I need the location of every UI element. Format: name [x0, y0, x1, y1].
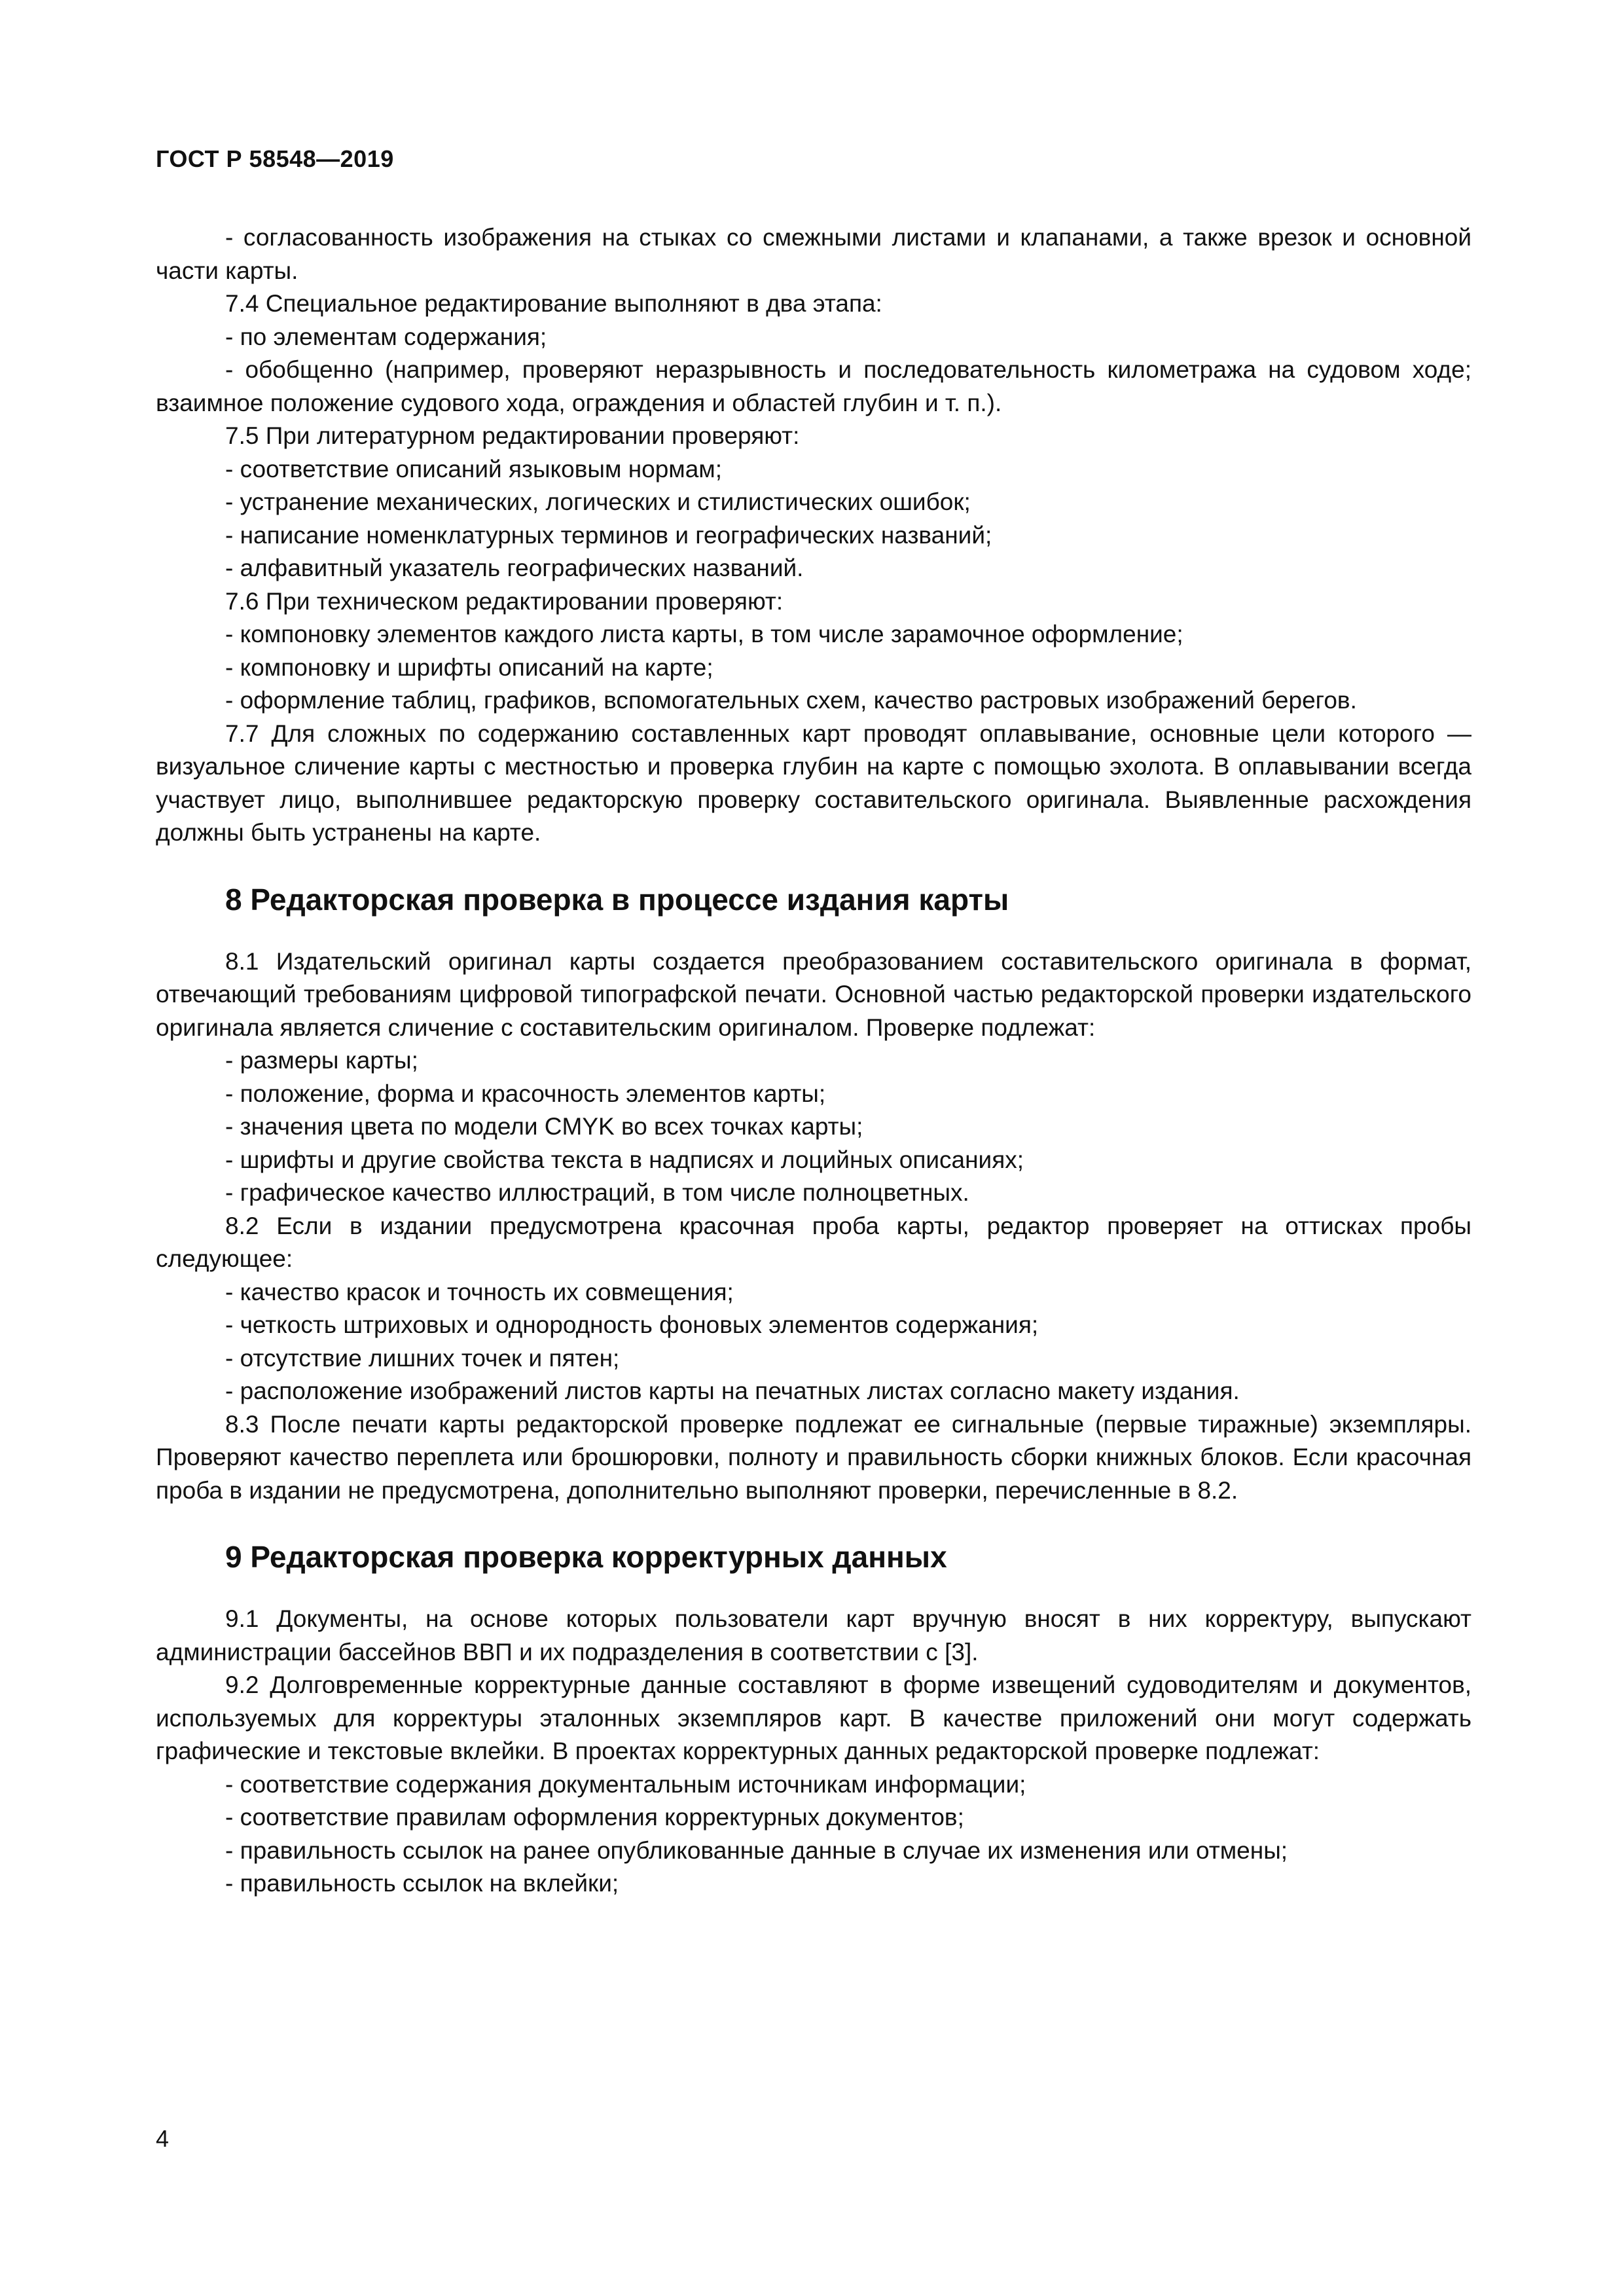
list-item: - по элементам содержания;: [225, 323, 547, 350]
list-item: - обобщенно (например, проверяют неразрывность и последовательность километража на судовом ходе; взаимное положение судового хода, ограждения и областей глубин и т. п.).: [156, 356, 1471, 416]
list-item: - качество красок и точность их совмещения;: [225, 1278, 734, 1305]
paragraph-9-1: 9.1 Документы, на основе которых пользователи карт вручную вносят в них корректуру, выпускают администрации бассейнов ВВП и их подразделения в соответствии с [3].: [156, 1605, 1471, 1666]
list-item: - расположение изображений листов карты на печатных листах согласно макету издания.: [225, 1377, 1240, 1404]
list-item: - четкость штриховых и однородность фоновых элементов содержания;: [225, 1311, 1039, 1338]
list-item: - написание номенклатурных терминов и географических названий;: [225, 521, 992, 549]
paragraph-8-2: 8.2 Если в издании предусмотрена красочная проба карты, редактор проверяет на оттисках пробы следующее:: [156, 1212, 1471, 1272]
paragraph-7-5: 7.5 При литературном редактировании проверяют:: [225, 422, 800, 449]
list-item: - соответствие описаний языковым нормам;: [225, 455, 723, 483]
paragraph-9-2: 9.2 Долговременные корректурные данные составляют в форме извещений судоводителям и документов, используемых для корректуры эталонных экземпляров карт. В качестве приложений они могут содержать графические и текстовые вклейки. В проектах корректурных данных редакторской проверке подлежат:: [156, 1671, 1471, 1764]
document-header: ГОСТ Р 58548—2019: [156, 145, 394, 172]
list-item: - согласованность изображения на стыках со смежными листами и клапанами, а также врезок и основной части карты.: [156, 224, 1471, 284]
list-item: - отсутствие лишних точек и пятен;: [225, 1344, 620, 1372]
list-item: - алфавитный указатель географических названий.: [225, 555, 804, 581]
section-9-title: 9 Редакторская проверка корректурных данных: [225, 1540, 947, 1574]
list-item: - соответствие правилам оформления корректурных документов;: [225, 1804, 964, 1831]
list-item: - оформление таблиц, графиков, вспомогательных схем, качество растровых изображений берегов.: [225, 687, 1357, 714]
list-item: - правильность ссылок на ранее опубликованные данные в случае их изменения или отмены;: [225, 1836, 1288, 1864]
paragraph-8-1: 8.1 Издательский оригинал карты создается преобразованием составительского оригинала в формат, отвечающий требованиям цифровой типографской печати. Основной частью редакторской проверки издательского оригинала является сличение с составительским оригиналом. Проверке подлежат:: [156, 947, 1471, 1041]
list-item: - компоновку и шрифты описаний на карте;: [225, 653, 713, 681]
paragraph-7-7: 7.7 Для сложных по содержанию составленных карт проводят оплавывание, основные цели которого — визуальное сличение карты с местностью и проверка глубин на карте с помощью эхолота. В оплавывании всегда участвует лицо, выполнившее редакторскую проверку составительского оригинала. Выявленные расхождения должны быть устранены на карте.: [156, 720, 1471, 846]
list-item: - значения цвета по модели CMYK во всех точках карты;: [225, 1113, 863, 1140]
list-item: - размеры карты;: [225, 1047, 418, 1074]
paragraph-7-4: 7.4 Специальное редактирование выполняют в два этапа:: [225, 290, 882, 317]
section-8-title: 8 Редакторская проверка в процессе издания карты: [225, 882, 1009, 917]
paragraph-7-6: 7.6 При техническом редактировании проверяют:: [225, 587, 784, 615]
list-item: - шрифты и другие свойства текста в надписях и лоцийных описаниях;: [225, 1146, 1024, 1173]
document-body: [156, 221, 1471, 1901]
list-item: - компоновку элементов каждого листа карты, в том числе зарамочное оформление;: [225, 621, 1183, 647]
list-item: - соответствие содержания документальным источникам информации;: [225, 1770, 1026, 1798]
list-item: - графическое качество иллюстраций, в том числе полноцветных.: [225, 1179, 969, 1206]
list-item: - правильность ссылок на вклейки;: [225, 1870, 619, 1897]
list-item: - устранение механических, логических и стилистических ошибок;: [225, 488, 971, 515]
paragraph-8-3: 8.3 После печати карты редакторской проверке подлежат ее сигнальные (первые тиражные) экземпляры. Проверяют качество переплета или брошюровки, полноту и правильность сборки книжных блоков. Если красочная проба в издании не предусмотрена, дополнительно выполняют проверки, перечисленные в 8.2.: [156, 1410, 1471, 1504]
list-item: - положение, форма и красочность элементов карты;: [225, 1080, 826, 1107]
page-number: 4: [156, 2125, 170, 2152]
